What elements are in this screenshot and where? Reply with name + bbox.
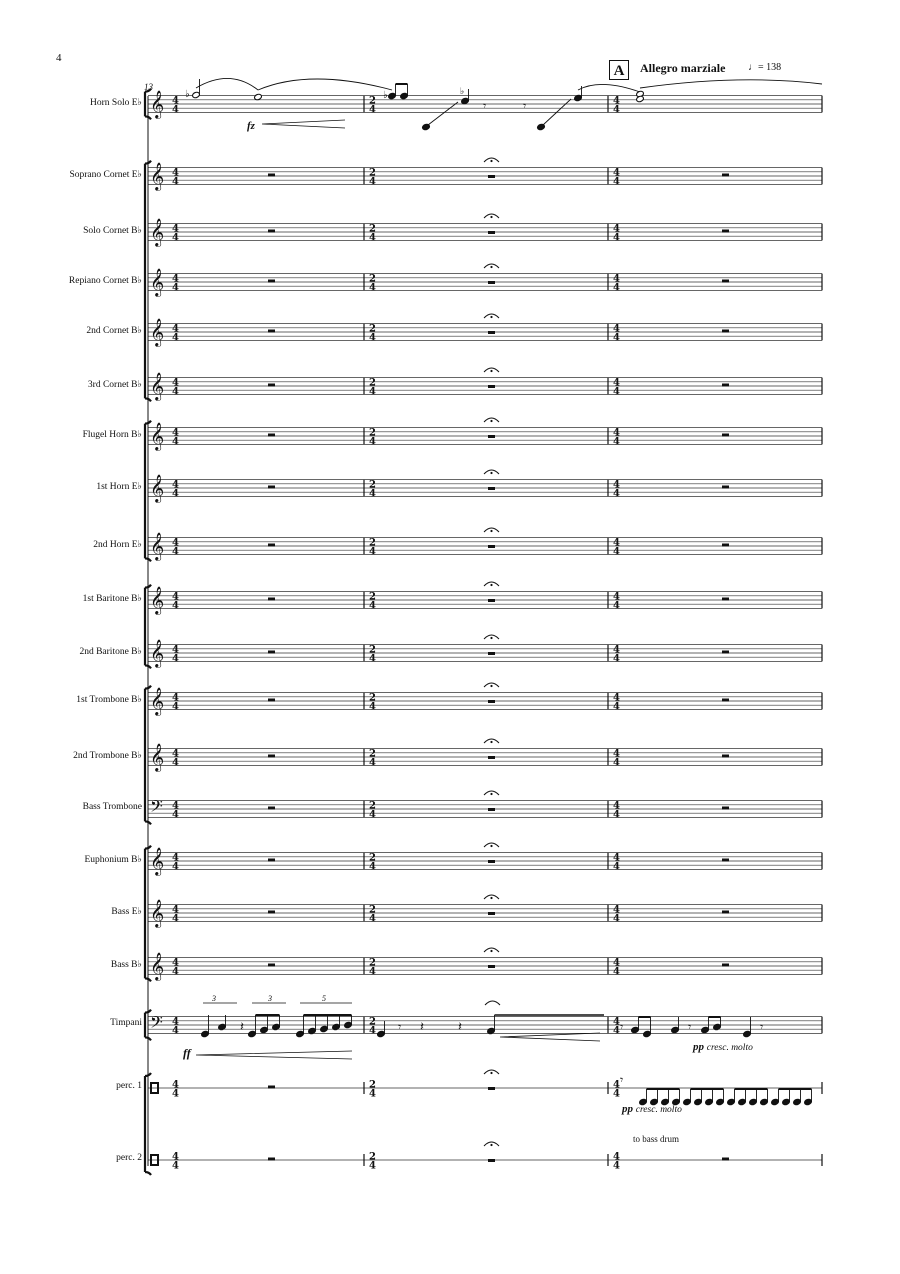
note-head [631, 1026, 640, 1033]
time-signature-numerator: 2 [369, 748, 376, 760]
crescendo-hairpin [262, 120, 345, 128]
half-rest [488, 545, 495, 548]
timpani-dynamic-ff: ff [183, 1046, 191, 1060]
time-signature-numerator: 4 [613, 644, 620, 656]
time-signature-numerator: 4 [613, 692, 620, 704]
whole-rest [268, 330, 275, 333]
half-rest [488, 435, 495, 438]
tie [258, 79, 392, 90]
note-head [377, 1030, 386, 1037]
whole-rest [722, 964, 729, 967]
eighth-rest-icon: 𝄾 [688, 1020, 692, 1034]
time-signature-numerator: 2 [369, 957, 376, 969]
half-rest [488, 756, 495, 759]
note-head [643, 1030, 652, 1037]
time-signature-numerator: 4 [172, 479, 179, 491]
time-signature-denominator: 4 [369, 232, 376, 244]
time-signature-denominator: 4 [369, 653, 376, 665]
time-signature-denominator: 4 [613, 436, 620, 448]
time-signature-denominator: 4 [613, 653, 620, 665]
time-signature-denominator: 4 [613, 757, 620, 769]
time-signature-denominator: 4 [613, 546, 620, 558]
time-signature-numerator: 4 [172, 1079, 179, 1091]
fermata-dot [490, 793, 492, 795]
time-signature-numerator: 2 [369, 537, 376, 549]
note-head [683, 1098, 692, 1105]
tempo-marking: Allegro marziale [640, 61, 726, 75]
time-signature-denominator: 4 [369, 1088, 376, 1100]
whole-rest [722, 230, 729, 233]
time-signature-numerator: 4 [613, 852, 620, 864]
note-head [713, 1023, 722, 1030]
note-head [671, 1026, 680, 1033]
time-signature-denominator: 4 [369, 386, 376, 398]
time-signature-denominator: 4 [369, 861, 376, 873]
note-head [782, 1098, 791, 1105]
whole-rest [268, 911, 275, 914]
whole-rest [722, 486, 729, 489]
time-signature-numerator: 2 [369, 273, 376, 285]
time-signature-denominator: 4 [613, 386, 620, 398]
eighth-rest-icon: 𝄾 [620, 1020, 624, 1034]
time-signature-numerator: 4 [172, 223, 179, 235]
whole-rest [268, 434, 275, 437]
time-signature-denominator: 4 [369, 701, 376, 713]
time-signature-numerator: 4 [613, 957, 620, 969]
fermata-dot [490, 420, 492, 422]
eighth-rest-icon: 𝄾 [620, 1073, 624, 1087]
eighth-rest-icon: 𝄾 [398, 1020, 402, 1034]
whole-rest [722, 434, 729, 437]
time-signature-denominator: 4 [369, 809, 376, 821]
instrument-label-euphonium: Euphonium B♭ [84, 855, 142, 865]
time-signature-denominator: 4 [613, 488, 620, 500]
time-signature-numerator: 4 [613, 537, 620, 549]
fermata-dot [490, 950, 492, 952]
instrument-label-2nd-horn: 2nd Horn E♭ [93, 540, 142, 550]
instrument-label-soprano-cornet: Soprano Cornet E♭ [69, 170, 142, 180]
whole-rest [268, 280, 275, 283]
half-rest [488, 385, 495, 388]
time-signature-numerator: 4 [172, 748, 179, 760]
time-signature-denominator: 4 [172, 1160, 179, 1172]
metronome-marking: ♩= 138 [748, 62, 782, 73]
time-signature-denominator: 4 [613, 176, 620, 188]
time-signature-numerator: 4 [613, 1079, 620, 1091]
tuplet-number: 3 [212, 994, 216, 1003]
time-signature-numerator: 2 [369, 591, 376, 603]
timpani-dynamic-pp: pp cresc. molto [693, 1041, 753, 1053]
time-signature-numerator: 2 [369, 644, 376, 656]
treble-clef-icon: 𝄞 [150, 372, 165, 400]
note-head [260, 1026, 269, 1033]
whole-rest [722, 598, 729, 601]
whole-rest [268, 859, 275, 862]
instrument-label-1st-baritone: 1st Baritone B♭ [82, 594, 142, 604]
note-head [793, 1098, 802, 1105]
half-rest [488, 231, 495, 234]
treble-clef-icon: 𝄞 [150, 586, 165, 614]
note-head [388, 92, 397, 99]
note-head [716, 1098, 725, 1105]
fermata-dot [490, 897, 492, 899]
perc1-dynamic-pp: pp cresc. molto [622, 1103, 682, 1115]
whole-rest [268, 807, 275, 810]
treble-clef-icon: 𝄞 [150, 952, 165, 980]
note-head [738, 1098, 747, 1105]
time-signature-denominator: 4 [613, 232, 620, 244]
time-signature-numerator: 4 [613, 800, 620, 812]
flat-icon: ♭ [185, 89, 190, 100]
whole-rest [722, 384, 729, 387]
treble-clef-icon: 𝄞 [150, 422, 165, 450]
time-signature-denominator: 4 [369, 1160, 376, 1172]
time-signature-denominator: 4 [613, 809, 620, 821]
note-head [218, 1023, 227, 1030]
fermata-dot [490, 472, 492, 474]
time-signature-numerator: 4 [172, 957, 179, 969]
time-signature-denominator: 4 [172, 282, 179, 294]
whole-rest [722, 174, 729, 177]
time-signature-numerator: 2 [369, 1079, 376, 1091]
treble-clef-icon: 𝄞 [150, 847, 165, 875]
time-signature-numerator: 2 [369, 800, 376, 812]
treble-clef-icon: 𝄞 [150, 268, 165, 296]
time-signature-denominator: 4 [613, 600, 620, 612]
instrument-label-bass-trombone: Bass Trombone [82, 802, 142, 812]
instrument-label-perc-2: perc. 2 [116, 1153, 142, 1163]
time-signature-numerator: 4 [172, 692, 179, 704]
rehearsal-mark: A [609, 60, 629, 80]
note-head [248, 1030, 257, 1037]
fermata-dot [490, 530, 492, 532]
tie [578, 84, 640, 92]
time-signature-numerator: 4 [613, 377, 620, 389]
whole-rest [268, 1158, 275, 1161]
treble-clef-icon: 𝄞 [150, 532, 165, 560]
note-head [727, 1098, 736, 1105]
time-signature-numerator: 4 [613, 167, 620, 179]
note-head [400, 92, 409, 99]
whole-rest [722, 330, 729, 333]
time-signature-numerator: 4 [172, 904, 179, 916]
whole-rest [268, 964, 275, 967]
instrument-label-2nd-trombone: 2nd Trombone B♭ [73, 751, 142, 761]
time-signature-numerator: 2 [369, 904, 376, 916]
note-head [320, 1025, 329, 1032]
time-signature-numerator: 4 [172, 852, 179, 864]
time-signature-numerator: 4 [172, 95, 179, 107]
instrument-label-solo-cornet: Solo Cornet B♭ [83, 226, 142, 236]
treble-clef-icon: 𝄞 [150, 162, 165, 190]
time-signature-numerator: 2 [369, 1016, 376, 1028]
time-signature-denominator: 4 [613, 282, 620, 294]
half-rest [488, 912, 495, 915]
note-head [192, 91, 201, 98]
crescendo-hairpin [196, 1051, 352, 1059]
time-signature-numerator: 4 [613, 1151, 620, 1163]
eighth-rest-icon: 𝄾 [760, 1020, 764, 1034]
note-head [705, 1098, 714, 1105]
note-head [344, 1021, 353, 1028]
note-head [804, 1098, 813, 1105]
time-signature-denominator: 4 [172, 1088, 179, 1100]
time-signature-numerator: 2 [369, 427, 376, 439]
whole-rest [268, 486, 275, 489]
whole-rest [268, 651, 275, 654]
whole-rest [268, 1086, 275, 1089]
half-rest [488, 487, 495, 490]
time-signature-numerator: 4 [172, 800, 179, 812]
eighth-rest-icon: 𝄾 [483, 99, 487, 113]
fermata-dot [490, 637, 492, 639]
time-signature-denominator: 4 [172, 913, 179, 925]
time-signature-denominator: 4 [613, 966, 620, 978]
time-signature-denominator: 4 [613, 861, 620, 873]
treble-clef-icon: 𝄞 [150, 318, 165, 346]
flat-icon: ♭ [383, 90, 388, 101]
whole-rest [722, 807, 729, 810]
note-head [694, 1098, 703, 1105]
note-head [201, 1030, 210, 1037]
time-signature-denominator: 4 [172, 809, 179, 821]
crescendo-hairpin [500, 1033, 600, 1041]
fermata-dot [490, 1144, 492, 1146]
time-signature-numerator: 4 [172, 644, 179, 656]
time-signature-denominator: 4 [369, 332, 376, 344]
time-signature-denominator: 4 [369, 757, 376, 769]
time-signature-denominator: 4 [172, 488, 179, 500]
time-signature-numerator: 4 [613, 591, 620, 603]
time-signature-denominator: 4 [172, 653, 179, 665]
half-rest [488, 700, 495, 703]
instrument-label-bass-eb: Bass E♭ [111, 907, 142, 917]
instrument-label-perc-1: perc. 1 [116, 1081, 142, 1091]
half-rest [488, 281, 495, 284]
time-signature-numerator: 4 [172, 427, 179, 439]
note-head [701, 1026, 710, 1033]
fermata-icon [485, 1001, 500, 1005]
whole-rest [268, 544, 275, 547]
fermata-dot [490, 845, 492, 847]
note-head [296, 1030, 305, 1037]
treble-clef-icon: 𝄞 [150, 639, 165, 667]
time-signature-numerator: 4 [613, 904, 620, 916]
whole-rest [722, 1158, 729, 1161]
half-rest [488, 1087, 495, 1090]
time-signature-denominator: 4 [369, 282, 376, 294]
time-signature-denominator: 4 [172, 332, 179, 344]
time-signature-numerator: 4 [172, 591, 179, 603]
time-signature-denominator: 4 [172, 861, 179, 873]
half-rest [488, 599, 495, 602]
time-signature-numerator: 4 [172, 1151, 179, 1163]
note-head [743, 1030, 752, 1037]
instrument-label-3rd-cornet: 3rd Cornet B♭ [87, 380, 142, 390]
time-signature-denominator: 4 [172, 966, 179, 978]
fermata-dot [490, 741, 492, 743]
instrument-label-bass-bb: Bass B♭ [110, 960, 142, 970]
time-signature-denominator: 4 [369, 436, 376, 448]
treble-clef-icon: 𝄞 [150, 90, 165, 118]
quarter-rest-icon: 𝄽 [420, 1020, 424, 1035]
treble-clef-icon: 𝄞 [150, 687, 165, 715]
time-signature-denominator: 4 [369, 913, 376, 925]
fermata-dot [490, 1072, 492, 1074]
treble-clef-icon: 𝄞 [150, 474, 165, 502]
whole-rest [268, 699, 275, 702]
time-signature-numerator: 2 [369, 852, 376, 864]
eighth-rest-icon: 𝄾 [523, 99, 527, 113]
instrument-label-repiano-cornet: Repiano Cornet B♭ [68, 276, 142, 286]
note-head [332, 1023, 341, 1030]
glissando [428, 102, 458, 125]
tuplet-number: 3 [268, 994, 272, 1003]
time-signature-numerator: 4 [172, 323, 179, 335]
time-signature-numerator: 2 [369, 95, 376, 107]
time-signature-denominator: 4 [172, 546, 179, 558]
time-signature-numerator: 2 [369, 1151, 376, 1163]
time-signature-denominator: 4 [369, 104, 376, 116]
tie [640, 80, 822, 88]
quarter-rest-icon: 𝄽 [240, 1020, 244, 1035]
bar-number: 13 [144, 82, 153, 92]
time-signature-denominator: 4 [172, 757, 179, 769]
time-signature-numerator: 4 [613, 273, 620, 285]
time-signature-numerator: 4 [172, 537, 179, 549]
quarter-rest-icon: 𝄽 [458, 1020, 462, 1035]
time-signature-denominator: 4 [172, 1025, 179, 1037]
time-signature-numerator: 4 [172, 1016, 179, 1028]
time-signature-numerator: 2 [369, 223, 376, 235]
time-signature-numerator: 4 [613, 323, 620, 335]
time-signature-denominator: 4 [369, 600, 376, 612]
whole-rest [722, 651, 729, 654]
time-signature-denominator: 4 [369, 176, 376, 188]
time-signature-denominator: 4 [172, 436, 179, 448]
half-rest [488, 965, 495, 968]
fermata-dot [490, 370, 492, 372]
glissando [543, 99, 571, 125]
perc2-instruction: to bass drum [633, 1134, 679, 1144]
fermata-dot [490, 316, 492, 318]
fermata-dot [490, 266, 492, 268]
time-signature-denominator: 4 [172, 104, 179, 116]
fermata-dot [490, 160, 492, 162]
time-signature-denominator: 4 [369, 488, 376, 500]
time-signature-numerator: 4 [172, 273, 179, 285]
bass-clef-icon: 𝄢 [150, 1012, 163, 1036]
note-head [461, 97, 470, 104]
tuplet-number: 5 [322, 994, 326, 1003]
page-number: 4 [56, 52, 62, 64]
whole-rest [722, 280, 729, 283]
whole-rest [268, 384, 275, 387]
treble-clef-icon: 𝄞 [150, 899, 165, 927]
time-signature-denominator: 4 [369, 966, 376, 978]
treble-clef-icon: 𝄞 [150, 218, 165, 246]
time-signature-numerator: 4 [172, 167, 179, 179]
half-rest [488, 175, 495, 178]
time-signature-denominator: 4 [369, 1025, 376, 1037]
treble-clef-icon: 𝄞 [150, 743, 165, 771]
time-signature-numerator: 2 [369, 377, 376, 389]
note-head [771, 1098, 780, 1105]
instrument-label-flugel-horn: Flugel Horn B♭ [82, 430, 142, 440]
instrument-label-2nd-baritone: 2nd Baritone B♭ [79, 647, 142, 657]
half-rest [488, 331, 495, 334]
instrument-label-1st-trombone: 1st Trombone B♭ [76, 695, 142, 705]
fermata-dot [490, 584, 492, 586]
instrument-label-1st-horn: 1st Horn E♭ [96, 482, 142, 492]
time-signature-numerator: 4 [613, 427, 620, 439]
half-rest [488, 860, 495, 863]
time-signature-denominator: 4 [613, 104, 620, 116]
time-signature-denominator: 4 [369, 546, 376, 558]
time-signature-denominator: 4 [613, 1025, 620, 1037]
time-signature-numerator: 4 [613, 95, 620, 107]
whole-rest [722, 699, 729, 702]
time-signature-denominator: 4 [172, 176, 179, 188]
time-signature-denominator: 4 [172, 232, 179, 244]
time-signature-denominator: 4 [172, 701, 179, 713]
instrument-label-2nd-cornet: 2nd Cornet B♭ [86, 326, 142, 336]
time-signature-numerator: 4 [613, 223, 620, 235]
time-signature-numerator: 4 [613, 479, 620, 491]
flat-icon: ♭ [460, 87, 465, 97]
time-signature-denominator: 4 [613, 1088, 620, 1100]
instrument-label-horn-solo: Horn Solo E♭ [90, 98, 142, 108]
whole-rest [722, 911, 729, 914]
note-head [272, 1023, 281, 1030]
half-rest [488, 1159, 495, 1162]
whole-rest [722, 755, 729, 758]
whole-rest [268, 174, 275, 177]
half-rest [488, 808, 495, 811]
time-signature-denominator: 4 [172, 386, 179, 398]
time-signature-numerator: 2 [369, 479, 376, 491]
time-signature-numerator: 2 [369, 323, 376, 335]
horn-dynamic: fz [247, 120, 255, 132]
note-head [749, 1098, 758, 1105]
whole-rest [268, 755, 275, 758]
time-signature-numerator: 2 [369, 692, 376, 704]
time-signature-denominator: 4 [172, 600, 179, 612]
time-signature-numerator: 4 [613, 1016, 620, 1028]
slur [196, 78, 258, 90]
whole-rest [268, 598, 275, 601]
time-signature-denominator: 4 [613, 332, 620, 344]
time-signature-numerator: 4 [172, 377, 179, 389]
instrument-label-timpani: Timpani [110, 1018, 142, 1028]
fermata-dot [490, 685, 492, 687]
half-rest [488, 652, 495, 655]
time-signature-numerator: 4 [613, 748, 620, 760]
whole-rest [722, 859, 729, 862]
time-signature-denominator: 4 [613, 701, 620, 713]
time-signature-denominator: 4 [613, 1160, 620, 1172]
whole-rest [268, 230, 275, 233]
bass-clef-icon: 𝄢 [150, 796, 163, 820]
whole-rest [722, 544, 729, 547]
time-signature-numerator: 2 [369, 167, 376, 179]
note-head [760, 1098, 769, 1105]
fermata-dot [490, 216, 492, 218]
time-signature-denominator: 4 [613, 913, 620, 925]
